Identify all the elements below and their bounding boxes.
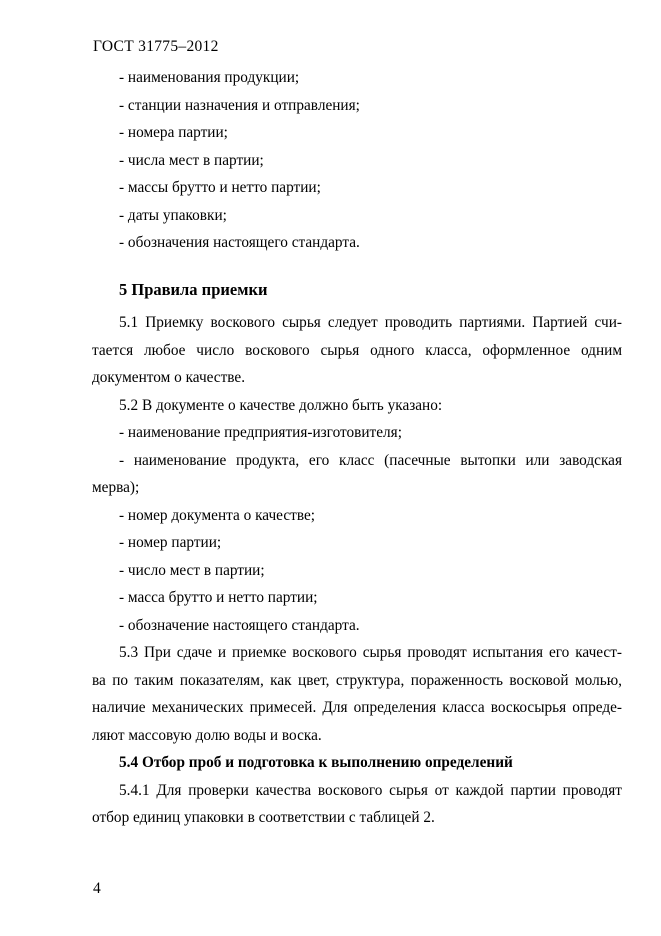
paragraph-line: тается любое число воскового сырья одного класса, оформленное одним (92, 341, 622, 359)
list-item: - обозначение настоящего стандарта. (119, 616, 360, 634)
marking-item-batch-number: - номера партии; (119, 124, 228, 141)
marking-item-mass: - массы брутто и нетто партии; (119, 179, 321, 196)
paragraph-line: ляют массовую долю воды и воска. (92, 726, 322, 744)
paragraph-intro: 5.2 В документе о качестве должно быть указано: (119, 396, 443, 414)
subsection-5-4-title: 5.4 Отбор проб и подготовка к выполнению определений (119, 754, 513, 771)
paragraph-line: отбор единиц упаковки в соответствии с таблицей 2. (92, 809, 435, 826)
paragraph-5-3 (92, 639, 622, 749)
marking-item-packing-date: - даты упаковки; (119, 206, 227, 224)
document-header: ГОСТ 31775–2012 (93, 38, 219, 55)
marking-item-stations: - станции назначения и отправления; (119, 96, 360, 114)
list-item: - наименование предприятия-изготовителя; (119, 424, 402, 441)
paragraph-line: документом о качестве. (92, 369, 246, 386)
list-item: - масса брутто и нетто партии; (119, 589, 318, 606)
list-item: - номер документа о качестве; (119, 506, 315, 524)
paragraph-line: 5.4.1 Для проверки качества воскового сырья от каждой партии проводят (119, 781, 622, 799)
paragraph-5-1 (92, 309, 622, 392)
paragraph-5-4-1 (92, 777, 622, 832)
marking-item-standard: - обозначения настоящего стандарта. (119, 234, 360, 251)
paragraph-line: ва по таким показателям, как цвет, структура, пораженность восковой молью, (92, 671, 622, 689)
marking-item-places-count: - числа мест в партии; (119, 151, 264, 169)
paragraph-line: 5.1 Приемку воскового сырья следует проводить партиями. Партией счи- (119, 314, 622, 331)
section-5-title: 5 Правила приемки (119, 279, 268, 299)
document-body (92, 64, 622, 832)
list-item: - число мест в партии; (119, 561, 265, 579)
page-number: 4 (93, 880, 101, 897)
list-item-continuation: мерва); (92, 479, 140, 496)
list-item: - номер партии; (119, 534, 222, 551)
paragraph-5-2 (92, 392, 622, 640)
marking-item-product-name: - наименования продукции; (119, 69, 300, 86)
paragraph-line: наличие механических примесей. Для определения класса воскосырья опреде- (92, 699, 622, 716)
marking-list (92, 64, 622, 257)
list-item: - наименование продукта, его класс (пасечные вытопки или заводская (119, 451, 622, 469)
paragraph-line: 5.3 При сдаче и приемке воскового сырья проводят испытания его качест- (119, 644, 622, 661)
